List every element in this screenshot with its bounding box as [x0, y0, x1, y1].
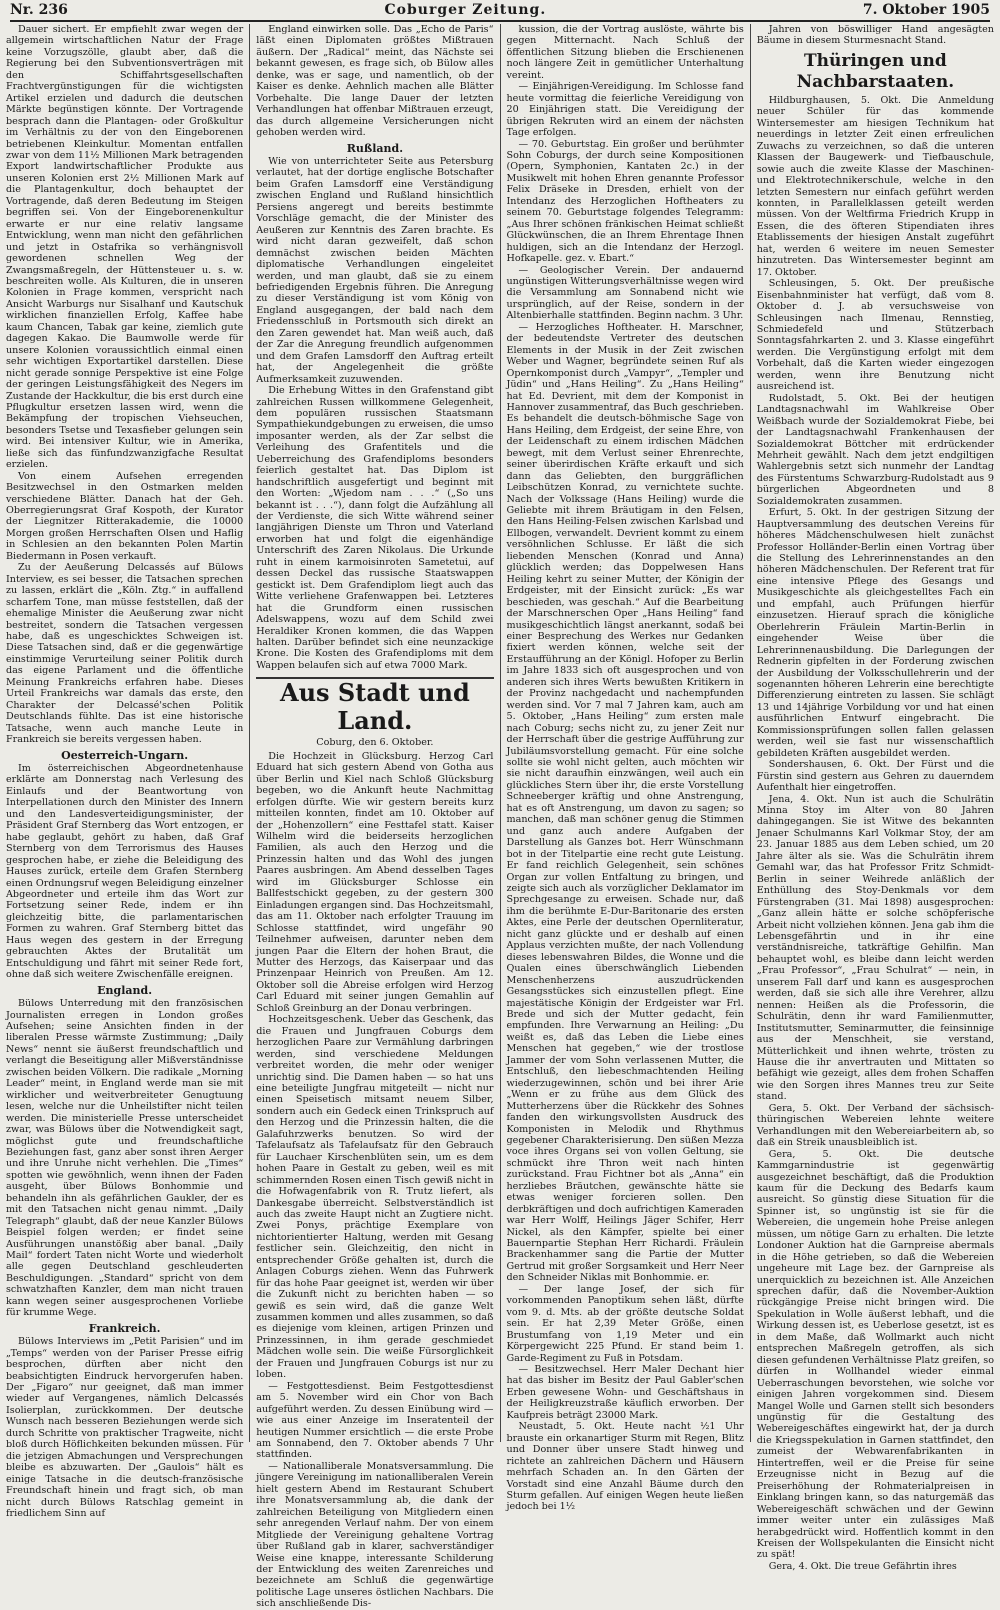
article-paragraph: Sondershausen, 6. Okt. Der Fürst und die Fürstin sind gestern aus Gehren zu dauerndem Aufenthalt hier eingetroffen. — [756, 759, 994, 794]
article-paragraph: Jena, 4. Okt. Nun ist auch die Schulrätin Minna Stoy im Alter von 80 Jahren dahingegangen. Sie ist Witwe des bekannten Jenaer Schulmanns Karl Volkmar Stoy, der am 23. Januar 1885 aus dem Leben schied, um 20 Jahre älter als sie. Was die Schulrätin ihrem Gemahl war, das hat Professor Fritz Schmidt-Berlin in seiner Weihrede anläßlich der Enthüllung des Stoy-Denkmals vor dem Fürstengraben (31. Mai 1898) ausgesprochen: „Ganz allein hätte er solche schöpferische Arbeit nicht vollziehen können. Jena gab ihm die Lebensgefährtin und in ihr eine verständnisreiche, tatkräftige Gehilfin. Man behauptet wohl, es bleibe dann leicht werden „Frau Professor“, „Frau Schulrat“ — nein, in unserem Fall darf und kann es ausgesprochen werden, daß sie sich alle ihre Verehrer, allzu nennen: Heißen als die Professorin, die Schulrätin, denn ihr ward Familienmutter, Institutsmutter, Seminarmutter, die feinsinnige aus der Menschheit, sie verstand, Mütterlichkeit und ihnen wehrte, trösten zu Hause die ihr anvertrauten und Mittaten so befähigt wie gezeigt, alles dem frohen Schaffen wie den Sorgen ihres Mannes treu zur Seite stand. — [756, 793, 994, 1103]
section-heading: Frankreich. — [88, 1321, 161, 1335]
article-paragraph: Wie von unterrichteter Seite aus Petersburg verlautet, hat der dortige englische Botschafter beim Grafen Lamsdorff eine Verständigung zwischen England und Rußland hinsichtlich Persiens angeregt und bereits bestimmte Vorschläge gemacht, die der Minister des Aeußeren zur Kenntnis des Zaren brachte. Es wird nicht daran gezweifelt, daß schon demnächst zwischen beiden Mächten diplomatische Verhandlungen eingeleitet werden, und man glaubt, daß sie zu einem befriedigenden Ergebnis führen. Die Anregung zu dieser Verständigung ist vom König von England ausgegangen, der bald nach dem Friedensschluß in Portsmouth sich direkt an den Zaren gewendet hat. Man weiß auch, daß der Zar die Anregung freundlich aufgenommen und dem Grafen Lamsdorff den Auftrag erteilt hat, der Angelegenheit die größte Aufmerksamkeit zuzuwenden. — [256, 155, 494, 385]
article-paragraph: Von einem Aufsehen erregenden Besitzwechsel in den Ostmarken melden verschiedene Blätter. Danach hat der Geh. Oberregierungsrat Graf Kospoth, der Kurator der Liegnitzer Ritterakademie, die 10000 Morgen großen Herrschaften Olsen und Haflig in Schlesien an den bekannten Polen Martin Biedermann in Posen verkauft. — [6, 470, 244, 562]
article-paragraph: Schleusingen, 5. Okt. Der preußische Eisenbahnminister hat verfügt, daß vom 8. Oktober d. J. ab versuchsweise von Schleusingen nach Ilmenau, Rennstieg, Schmiedefeld und Stützerbach Sonntagsfahrkarten 2. und 3. Klasse eingeführt werden. Die Vergünstigung erfolgt mit dem Vorbehalt, daß die Karten wieder eingezogen werden, wenn ihre Benutzung nicht ausreichend ist. — [756, 278, 994, 393]
column-3 — [506, 24, 751, 1513]
article-paragraph: Zu der Aeußerung Delcassés auf Bülows Interview, es sei besser, die Tatsachen sprechen zu lassen, erklärt die „Köln. Ztg.“ in auffallend scharfem Tone, man müsse feststellen, daß der ehemalige Minister die Aeußerung zwar nicht bestreitet, sondern die Tatsachen vergessen habe, daß es ungeschicktes Schweigen ist. Diese Tatsachen sind, daß er die gegenwärtige einstimmige Verurteilung seiner Politik durch das eigene Parlament und die öffentliche Meinung Frankreichs erfahren habe. Dieses Urteil Frankreichs war damals das erste, den Charakter der Delcassé'schen Politik Deutschlands fühlte. Das ist eine historische Tatsache, wenn auch manche Leute in Frankreich sie bereits vergessen haben. — [6, 562, 244, 746]
section-heading: Rußland. — [346, 141, 404, 155]
page-header — [10, 0, 990, 22]
column-2 — [256, 24, 500, 1610]
article-paragraph: Die Hochzeit in Glücksburg. Herzog Carl Eduard hat sich gestern Abend von Gotha aus über Berlin und Kiel nach Schloß Glücksburg begeben, wo die Ankunft heute Nachmittag erfolgen dürfte. Wie wir gestern bereits kurz mitteilen konnten, findet am 10. Oktober auf der „Hohenzollern“ eine Festtafel statt. Kaiser Wilhelm wird die beiderseits herzoglichen Familien, als auch den Herzog und die Prinzessin halten und das Wohl des jungen Paares ausbringen. Am Abend desselben Tages wird im Glücksburger Schlosse ein Ballfestschickt gegeben, zu der gestern 300 Einladungen ergangen sind. Das Hochzeitsmahl, das am 11. Oktober nach erfolgter Trauung im Schlosse stattfindet, wird ungefähr 90 Teilnehmer aufweisen, darunter neben dem jungen Paar die Eltern der hohen Braut, die Mutter des Herzogs, das Kaiserpaar und das Prinzenpaar Heinrich von Preußen. Am 12. Oktober soll die Abreise erfolgen wird Herzog Carl Eduard mit seiner jungen Gemahlin auf Schloß Greinburg an der Donau verbringen. — [256, 750, 494, 1014]
article-paragraph: Neustadt, 5. Okt. Heute nacht ½1 Uhr brauste ein orkanartiger Sturm mit Regen, Blitz und Donner über unsere Stadt hinweg und richtete an zahlreichen Dächern und Häusern mehrfach Schaden an. In den Gärten der Vorstadt sind eine Anzahl Bäume durch den Sturm gefallen. Auf einigen Wegen heute ließen jedoch bei 1½ — [506, 1421, 744, 1513]
article-paragraph: — Besitzwechsel. Herr Maler Dechant hier hat das bisher im Besitz der Paul Gabler'schen Erben gewesene Wohn- und Geschäftshaus in der Heiligkreuzstraße käuflich erworben. Der Kaufpreis beträgt 23000 Mark. — [506, 1364, 744, 1421]
article-paragraph: England einwirken solle. Das „Echo de Paris“ läßt einen Diplomaten größtes Mißtrauen äußern. Der „Radical“ meint, das Nächste sei bekannt gewesen, es frage sich, ob Bülow alles denke, was er sage, und namentlich, ob der Kaiser es denke. Aehnlich machen alle Blätter Vorbehalte. Die lange Dauer der letzten Verhandlungen hat offenbar Mißtrauen erzeugt, das durch allgemeine Versicherungen nicht gehoben werden wird. — [256, 24, 494, 139]
article-paragraph: Die Erhebung Wittes in den Grafenstand gibt zahlreichen Russen willkommene Gelegenheit, dem populären russischen Staatsmann Sympathiekundgebungen zu erweisen, die umso imposanter werden, als der Zar selbst die Verleihung des Grafentitels und die Ueberreichung des Grafendiploms besonders feierlich gestaltet hat. Das Diplom ist handschriftlich ausgefertigt und beginnt mit den Worten: „Wjedom nam . . .“ („So uns bekannt ist . . .“), dann folgt die Aufzählung all der Verdienste, die sich Witte während seiner langjährigen Dienste um Thron und Vaterland erworben hat und folgt die eigenhändige Unterschrift des Zaren Nikolaus. Die Urkunde ruht in einem karmoisinroten Sametetui, auf dessen Deckel das russische Staatswappen gestickt ist. Dem Grafendiplom liegt auch das Witte verliehene Grafenwappen bei. Letzteres hat die Grundform einen russischen Adelswappens, wozu auf dem Schild zwei Heraldiker Kronen kommen, die das Wappen halten. Darüber befindet sich eine neunzackige Krone. Die Kosten des Grafendiploms mit dem Wappen belaufen sich auf etwa 7000 Mark. — [256, 385, 494, 671]
major-section-heading: Thüringen und Nachbarstaaten. — [796, 50, 955, 92]
article-paragraph: Hochzeitsgeschenk. Ueber das Geschenk, das die Frauen und Jungfrauen Coburgs dem herzoglichen Paare zur Vermählung darbringen werden, sind verschiedene Meldungen verbreitet worden, die mehr oder weniger unrichtig sind. Die Damen haben — so hat uns eine beteiligte Jungfrau mitgeteilt — nicht nur einen Speisetisch mitsamt neuem Silber, sondern auch ein Gedeck einen Trinkspruch auf den Herzog und die Prinzessin halten, die die Galafuhrzwerks benutzen. So wird der Tafelaufsatz als Tafelaufsatz für den Gebrauch für Lauchaer Kirschenblüten sein, um es dem hohen Paare in Gestalt zu geben, weil es mit schimmernden Rosen einen Tisch gewiß nicht in die Hofwagenfabrik von R. Trutz liefert, als Dankesgabe überreicht. Selbstverständlich ist auch das zweite Haupt nicht an Zugtiere nicht. Zwei Ponys, prächtige Exemplare von nichtorientierter Haltung, werden mit Gesang festlicher sein. Gleichzeitig, den nicht in entsprechender Größe gehalten ist, durch die Anlagen Coburgs ziehen. Wenn das Fuhrwerk für das hohe Paar geeignet ist, werden wir über die Zukunft nicht zu berichten haben — so gewiß es sein wird, daß die ganze Welt zusammen kommen und alles zusammen, so daß es diejenige vom kleinen, artigen Prinzen und Prinzessinnen, in ihm gerade geschmiedet Mädchen wolle sein. Die weiße Fürsorglichkeit der Frauen und Jungfrauen Coburgs ist nur zu loben. — [256, 1014, 494, 1381]
article-paragraph: Rudolstadt, 5. Okt. Bei der heutigen Landtagsnachwahl im Wahlkreise Ober Weißbach wurde der Sozialdemokrat Fiebe, bei der Landtagsnachwahl Frankenhausen der Sozialdemokrat Böttcher mit erdrückender Mehrheit gewählt. Nach dem jetzt endgiltigen Wahlergebnis setzt sich nunmehr der Landtag des Fürstentums Schwarzburg-Rudolstadt aus 9 bürgerlichen Abgeordneten und 8 Sozialdemokraten zusammen. — [756, 392, 994, 507]
issue-date: 7. Oktober 1905 — [862, 2, 990, 18]
major-section-heading: Aus Stadt und Land. — [256, 677, 493, 735]
article-paragraph: Bülows Unterredung mit den französischen Journalisten erregen in London großes Aufsehen; seine Ansichten finden in der liberalen Presse wärmste Zustimmung; „Daily News“ nennt sie äußerst freundschaftlich und verlangt die Beseitigung aller Mißverständnisse zwischen beiden Völkern. Die radikale „Morning Leader“ meint, in England werde man sie mit wirklicher und weitverbreiteter Genugtuung lesen, welche nur die Unheilstifter nicht teilen werden. Die ministerielle Presse unterscheidet zwar, was Bülows über die Notwendigkeit sagt, möglichst gute und freundschaftliche Beziehungen fast, ganz aber sonst ihren Aerger und ihre Unruhe nicht verhehlen. Die „Times“ spotten wie gewöhnlich, wenn ihnen der Faden ausgeht, über Bülows Bonhommie und behandeln ihn als gefährlichen Gaukler, der es mit den Tatsachen nicht genau nimmt. „Daily Telegraph“ glaubt, daß der neue Kanzler Bülows Beispiel folgen werden; er findet seine Ausführungen unanstößig aber banal. „Daily Mail“ fordert Taten nicht Worte und wiederholt alle gegen Deutschland geschleuderten Beschuldigungen. „Standard“ spricht von dem schwatzhaften Kanzler, dem man nicht trauen kann wegen seiner ausgesprochenen Vorliebe für krumme Wege. — [6, 998, 244, 1319]
dateline: Coburg, den 6. Oktober. — [316, 737, 434, 749]
article-paragraph: — 70. Geburtstag. Ein großer und berühmter Sohn Coburgs, der durch seine Kompositionen (Opern, Symphonien, Kantaten 2c.) in der Musikwelt mit hohen Ehren genannte Professor Felix Dräseke in Dresden, erhielt von der Intendanz des Herzoglichen Hoftheaters zu seinem 70. Geburtstage folgendes Telegramm: „Aus Ihrer schönen fränkischen Heimat schließt Glückwünschen, die an Ihrem Ehrentage Ihnen huldigen, sich an die Intendanz der Herzogl. Hofkapelle. gez. v. Ebart.“ — [506, 138, 744, 265]
column-4 — [756, 24, 994, 1572]
article-paragraph: — Einjährigen-Vereidigung. Im Schlosse fand heute vormittag die feierliche Vereidigung von 20 Einjährigen statt. Die Vereidigung der übrigen Rekruten wird an einem der nächsten Tage erfolgen. — [506, 81, 744, 139]
article-paragraph: Dauer sichert. Er empfiehlt zwar wegen der allgemein wirtschaftlichen Natur der Frage keine Vorzugszölle, glaubt aber, daß die Regierung bei den Subventionsverträgen mit den Schiffahrtsgesellschaften Frachtvergünstigungen für die wichtigsten Artikel erzielen und dadurch die deutschen Märkte begünstigen könnte. Der Vortragende besprach dann die Plantagen- oder Großkultur im Verhältnis zu der von den Eingeborenen betriebenen Kleinkultur. Momentan entfallen zwar von dem 11½ Millionen Mark betragenden Export landwirtschaftlicher Produkte aus unseren Kolonien erst 2½ Millionen Mark auf die Plantagenkultur, doch behauptet der Vortragende, daß deren Bedeutung im Steigen begriffen sei. Von der Eingeborenenkultur erwarte er nur eine relativ langsame Entwicklung, wenn man nicht den gefährlichen und jetzt in Ostafrika so verhängnisvoll gewordenen schnellen Weg der Zwangsmaßregeln, der Hüttensteuer u. s. w. beschreiten wolle. Als Kulturen, die in unseren Kolonien in Frage kommen, verspricht nach Ansicht Warburgs nur Sisalhanf und Kautschuk wirklichen finanziellen Erfolg, Kaffee habe kaum Chancen, Tabak gar keine, ziemlich gute dagegen Kakao. Die Baumwolle werde für unsere Kolonien voraussichtlich einmal einen sehr wichtigen Exportartikel darstellen. Diese nicht gerade sonnige Perspektive ist eine Folge der geringen Leistungsfähigkeit des Negers im Zustande der Hackkultur, die bis erst durch eine Pflugkultur ersetzen lassen wird, wenn die Bekämpfung der tropischen Viehseuchen, besonders Tsetse und Texasfieber gelungen sein wird. Bei intensiver Kultur, wie in Amerika, ließe sich das fünfundzwanzigfache Resultat erzielen. — [6, 24, 244, 471]
section-heading: England. — [97, 983, 153, 997]
newspaper-title: Coburger Zeitung. — [384, 2, 547, 18]
page-body — [6, 24, 994, 1610]
article-paragraph: Im österreichischen Abgeordnetenhause erklärte am Donnerstag nach Verlesung des Einlaufs und der Beantwortung von Interpellationen durch den Minister des Innern und den Landesverteidigungsminister, der Präsident Graf Sternberg das Wort entzogen, er habe geglaubt, gehört zu haben, daß Graf Sternberg von dem Terrorismus des Hauses gesprochen habe, er ziehe die Beleidigung des Hauses zurück, erteile dem Grafen Sternberg einen Ordnungsruf wegen Beleidigung einzelner Abgeordneter und erteile ihm das Wort zur Fortsetzung seiner Rede, indem er ihn gleichzeitig bitte, die parlamentarischen Formen zu wahren. Graf Sternberg bittet das Haus wegen des gestern in der Erregung gebrauchten Aktes der Brutalität um Entschuldigung und fährt mit seiner Rede fort, ohne daß sich weitere Zwischenfälle ereignen. — [6, 763, 244, 981]
page-number: Nr. 236 — [10, 2, 68, 18]
article-paragraph: Gera, 5. Okt. Die deutsche Kammgarnindustrie ist gegenwärtig ausgezeichnet beschäftigt, daß die Produktion kaum für die Deckung des Bedarfs kaum ausreicht. So günstig diese Situation für die Spinner ist, so ungünstig ist sie für die Webereien, die ungemein hohe Preise anlegen müssen, um nötige Garn zu erhalten. Die letzte Londoner Auktion hat die Garnpreise abermals in die Höhe getrieben, so daß die Webereien ungeheure mit Lage bez. der Garnpreise als unerquicklich zu bezeichnen ist. Alle Anzeichen sprechen dafür, daß die November-Auktion rückgängige Preise nicht bringen wird. Die Spekulation in Wolle äußerst lebhaft, und die Wirkung dessen ist, es Ueberlose gesetzt, ist es in dem Maße, daß Wollmarkt auch nicht entsprechen Maßregeln getroffen, als sich diesen gefundenen Verhältnisse Platz greifen, so dürfen in Wollhandel wieder einmal Ueberraschungen bevorstehen, wie solche vor einigen Jahren vorgekommen sind. Diesem Mangel Wolle und Garnen stellt sich besonders ungünstig für die Gestaltung des Webereigeschäftes eingewirkt hat, der ja durch die Kriegsspekulation in Garnen stattfindet, den zumeist der Webwarenfabrikanten in Hintertreffen, weil er die Preise für seine Erzeugnisse nicht in Bezug auf die Preiserhöhung der Rohmaterialpreisen in Einklang bringen kann, so das naturgemäß das Webereigeschäft schwächen und der Gewinn immer weiter unter ein zulässiges Maß herabgedrückt wird. Hoffentlich kommt in den Kreisen der Wollspekulanten die Einsicht nicht zu spät! — [756, 1148, 994, 1561]
article-paragraph: — Festgottesdienst. Beim Festgottesdienst am 5. November wird ein Chor von Bach aufgeführt werden. Zu dessen Einübung wird — wie aus einer Anzeige im Inseratenteil der heutigen Nummer ersichtlich — die erste Probe am Sonnabend, den 7. Oktober abends 7 Uhr stattfinden. — [256, 1380, 494, 1461]
article-paragraph: Erfurt, 5. Okt. In der gestrigen Sitzung der Hauptversammlung des deutschen Vereins für höheres Mädchenschulwesen hielt zunächst Professor Holländer-Berlin einen Vortrag über die Stellung des Lehrerinnenstandes an den höheren Mädchenschulen. Der Referent trat für eine intensive Pflege des Gesangs und Musikgeschichte als gleichgestelltes Fach ein und empfahl, auch Prüfungen hierfür einzusetzen. Hierauf sprach die königliche Oberlehrerin Fräulein Martin-Berlin in eingehender Weise über die Lehrerinnenausbildung. Die Darlegungen der Rednerin gipfelten in der Forderung zwischen der Ausbildung der Volksschullehrerin und der sogenannten höheren Lehrerin eine berechtigte Differenzierung eintreten zu lassen. Sie schlägt 13 und 14jährige Vorbildung vor und hat einen ausführlichen Entwurf eingebracht. Die Kommissionsprüfungen sollen fallen gelassen werden, weil sie fast nur wissenschaftlich gebildeten Kräften ausgebildet werden. — [756, 507, 994, 759]
article-paragraph: Hildburghausen, 5. Okt. Die Anmeldung neuer Schüler für das kommende Wintersemester am hiesigen Technikum hat neuerdings in letzter Zeit einen erfreulichen Zuwachs zu verzeichnen, so daß die unteren Klassen der Baugewerk- und Tiefbauschule, sowie auch die zweite Klasse der Maschinen- und Elektrotechnikerschule, welche in den letzten Semestern nur einfach geführt werden konnten, in Parallelklassen geteilt werden müssen. Von der Weltfirma Friedrich Krupp in Essen, die des öfteren Stipendiaten ihres Etablissements der hiesigen Anstalt zugeführt hat, werden 6 weitere im neuen Semester hinzutreten. Das Wintersemester beginnt am 17. Oktober. — [756, 94, 994, 278]
section-heading: Oesterreich-Ungarn. — [61, 748, 189, 762]
article-paragraph: — Der lange Josef, der sich für vorkommenden Panoptikum sehen läßt, dürfte vom 9. d. Mts. ab der größte deutsche Soldat sein. Er hat 2,39 Meter Größe, einen Brustumfang von 1,19 Meter und ein Körpergewicht 225 Pfund. Er stand beim 1. Garde-Regiment zu Fuß in Potsdam. — [506, 1283, 744, 1364]
column-1 — [6, 24, 250, 1519]
article-paragraph: — Herzogliches Hoftheater. H. Marschner, der bedeutendste Vertreter des deutschen Elements in der Musik in der Zeit zwischen Weber und Wagner, begründete seinen Ruf als Opernkomponist durch „Vampyr“, „Templer und Jüdin“ und „Hans Heiling“. Zu „Hans Heiling“ hat Ed. Devrient, mit dem der Komponist in Hannover zusammentraf, das Buch geschrieben. Es behandelt die deutsch-böhmische Sage von Hans Heiling, dem Erdgeist, der seine Ehre, von der Leidenschaft zu einem irdischen Mädchen bewegt, mit dem Verlust seiner Ehrenrechte, seiner überirdischen Kräfte erkauft und sich dann das Geliebten, den burggräflichen Leibschützen Konrad, zu vernichtete suchte. Nach der Volkssage (Hans Heiling) wurde die Geliebte mit ihrem Bräutigam in den Felsen, den Hans Heiling-Felsen zwischen Karlsbad und Ellbogen, verwandelt. Devrient kommt zu einem versöhnlichen Schlusse. Er läßt die sich liebenden Menschen (Konrad und Anna) glücklich werden; das Doppelwesen Hans Heiling kehrt zu seiner Mutter, der Königin der Erdgeister, mit der Einsicht zurück: „Es war beschieden, was geschah.“ Auf die Bearbeitung der Marschnerschen Oper „Hans Heiling“ fand musikgeschichtlich längst anerkannt, sodaß bei einer Besprechung des Werkes nur Gedanken fixiert werden können, welche seit der Erstaufführung an der Königl. Hofoper zu Berlin im Jahre 1833 sich oft ausgesprochen und von anderen sich ihres Werts bewußten Kritikern in der Provinz nachgedacht und nachempfunden werden sind. Vor 7 mal 7 Jahren kam, auch am 5. Oktober, „Hans Heiling“ zum ersten male nach Coburg; sechs nicht zu, zu jener Zeit nur der Herrschaft über die gestrige Aufführung zur Jubiläumsvorstellung gemacht. Für eine solche sollte sie wohl nicht gelten, auch möchten wir sie nicht daraufhin einzwängen, weil auch ein glückliches Stern über ihr, die erste Vorstellung Schneeberger kräftig und ohne Anstrengung, hat es oft Anstrengung, um davon zu sagen; so manchen, daß man schöner genug die Stimmen und ganz auch andere Aufgaben der Darstellung als Ganzes bot. Herr Wünschmann bot in der Titelpartie eine recht gute Leistung. Er fand reichlich Gelegenheit, sein schönes Organ zur vollen Entfaltung zu bringen, und zeigte sich auch als vorzüglicher Deklamator im Sprechgesange zu erweisen. Schade nur, daß ihm die berühmte E-Dur-Baritonarie des ersten Aktes, eine Perle der deutschen Opernliteratur, nicht ganz glückte und er deshalb auf einen Applaus verzichten mußte, der nach Vollendung dieses lebenswahren Bildes, die Wonne und die Qualen eines überschwänglich Liebenden Menschenherzens auszudrückenden Gesangsstückes sich einzustellen pflegt. Eine majestätische Königin der Erdgeister war Frl. Brede und sich der Mutter gedacht, fein empfunden. Ihre Verwarnung an Heiling: „Du weißt es, daß das Leben die Liebe eines Menschen hat gegeben,“ wie der trostlose Jammer der vom Sohn verlassenen Mutter, die Entschluß, den liebeschmachtenden Heiling wiederzugewinnen, schön und bei ihrer Arie „Wenn er zu frühe aus dem Glück des Mutterherzens über die Rückkehr des Sohnes fanden den wirkungsvollsten Ausdruck des Komponisten in Melodik und Rhythmus gegebener Charakterisierung. Den süßen Mezza voce ihres Organs sei von vollen Geltung, sie schmückt ihre Thron weit nach hinten zurückstand. Frau Fichtner bot als „Anna“ ein herzliebes Bräutchen, gewänschte hätte sie etwas weniger forcieren sollen. Den derbkräftigen und doch aufrichtigen Kameraden war Herr Wolff, Heilings Jäger Schifer, Herr Nickel, als den Kämpfer, spielte bei einer Bauernpartie Stephan Herr Richardi. Fräulein Brackenhammer sang die Partie der Mutter Gertrud mit großer Sorgsamkeit und Herr Neer den Schneider Niklas mit Bonhommie. er. — [506, 321, 744, 1284]
article-paragraph: kussion, die der Vortrag auslöste, währte bis gegen Mitternacht. Nach Schluß der öffentlichen Sitzung blieben die Erschienenen noch längere Zeit in gemütlicher Unterhaltung vereint. — [506, 24, 744, 81]
article-paragraph: — Nationalliberale Monatsversammlung. Die jüngere Vereinigung im nationalliberalen Verein hielt gestern Abend im Restaurant Schubert ihre Monatsversammlung ab, die dank der zahlreichen Beteiligung von Mitgliedern einen sehr anregenden Verlauf nahm. Der von einem Mitgliede der Vereinigung gehaltene Vortrag über Rußland gab in klarer, sachverständiger Weise eine knappe, interessante Schilderung der Entwicklung des weiten Zarenreiches und bezeichnete am Schluß die gegenwärtige politische Lage unseres östlichen Nachbars. Die sich anschließende Dis- — [256, 1460, 494, 1610]
article-paragraph: Gera, 5. Okt. Der Verband der sächsisch-thüringischen Webereien lehnte weitere Verhandlungen mit den Webereiarbeitern ab, so daß ein Streik unausbleiblich ist. — [756, 1102, 994, 1149]
article-paragraph: Jahren von böswilliger Hand angesägten Bäume in diesem Sturmesnacht Stand. — [756, 24, 994, 47]
article-paragraph: Gera, 4. Okt. Die treue Gefährtin ihres — [768, 1560, 957, 1572]
article-paragraph: Bülows Interviews im „Petit Parisien“ und im „Temps“ werden von der Pariser Presse eifrig besprochen, dürften aber nicht den beabsichtigten Eindruck hervorgerufen haben. Der „Figaro“ nur geeignet, daß man immer wieder auf Vergangenes, nämlich Delcassés Isolierplan, zurückkommen. Der deutsche Wunsch nach besseren Beziehungen werde sich durch Schritte von praktischer Tragweite, nicht bloß durch Höflichkeiten bekunden müssen. Für die jetzigen Abmachungen und Versprechungen bleibe es abzuwarten. Der „Gaulois“ hält es einige Tatsache in die deutsch-französische Freundschaft hinein und fragt sich, ob man nicht durch Bülows Ratschlag gemeint in friedlichem Sinn auf — [6, 1336, 244, 1519]
article-paragraph: — Geologischer Verein. Der andauernd ungünstigen Witterungsverhältnisse wegen wird die Versammlung am Sonnabend nicht wie ursprünglich, auf der Reise, sondern in der Altenbierhalle stattfinden. Beginn nachm. 3 Uhr. — [506, 264, 744, 322]
